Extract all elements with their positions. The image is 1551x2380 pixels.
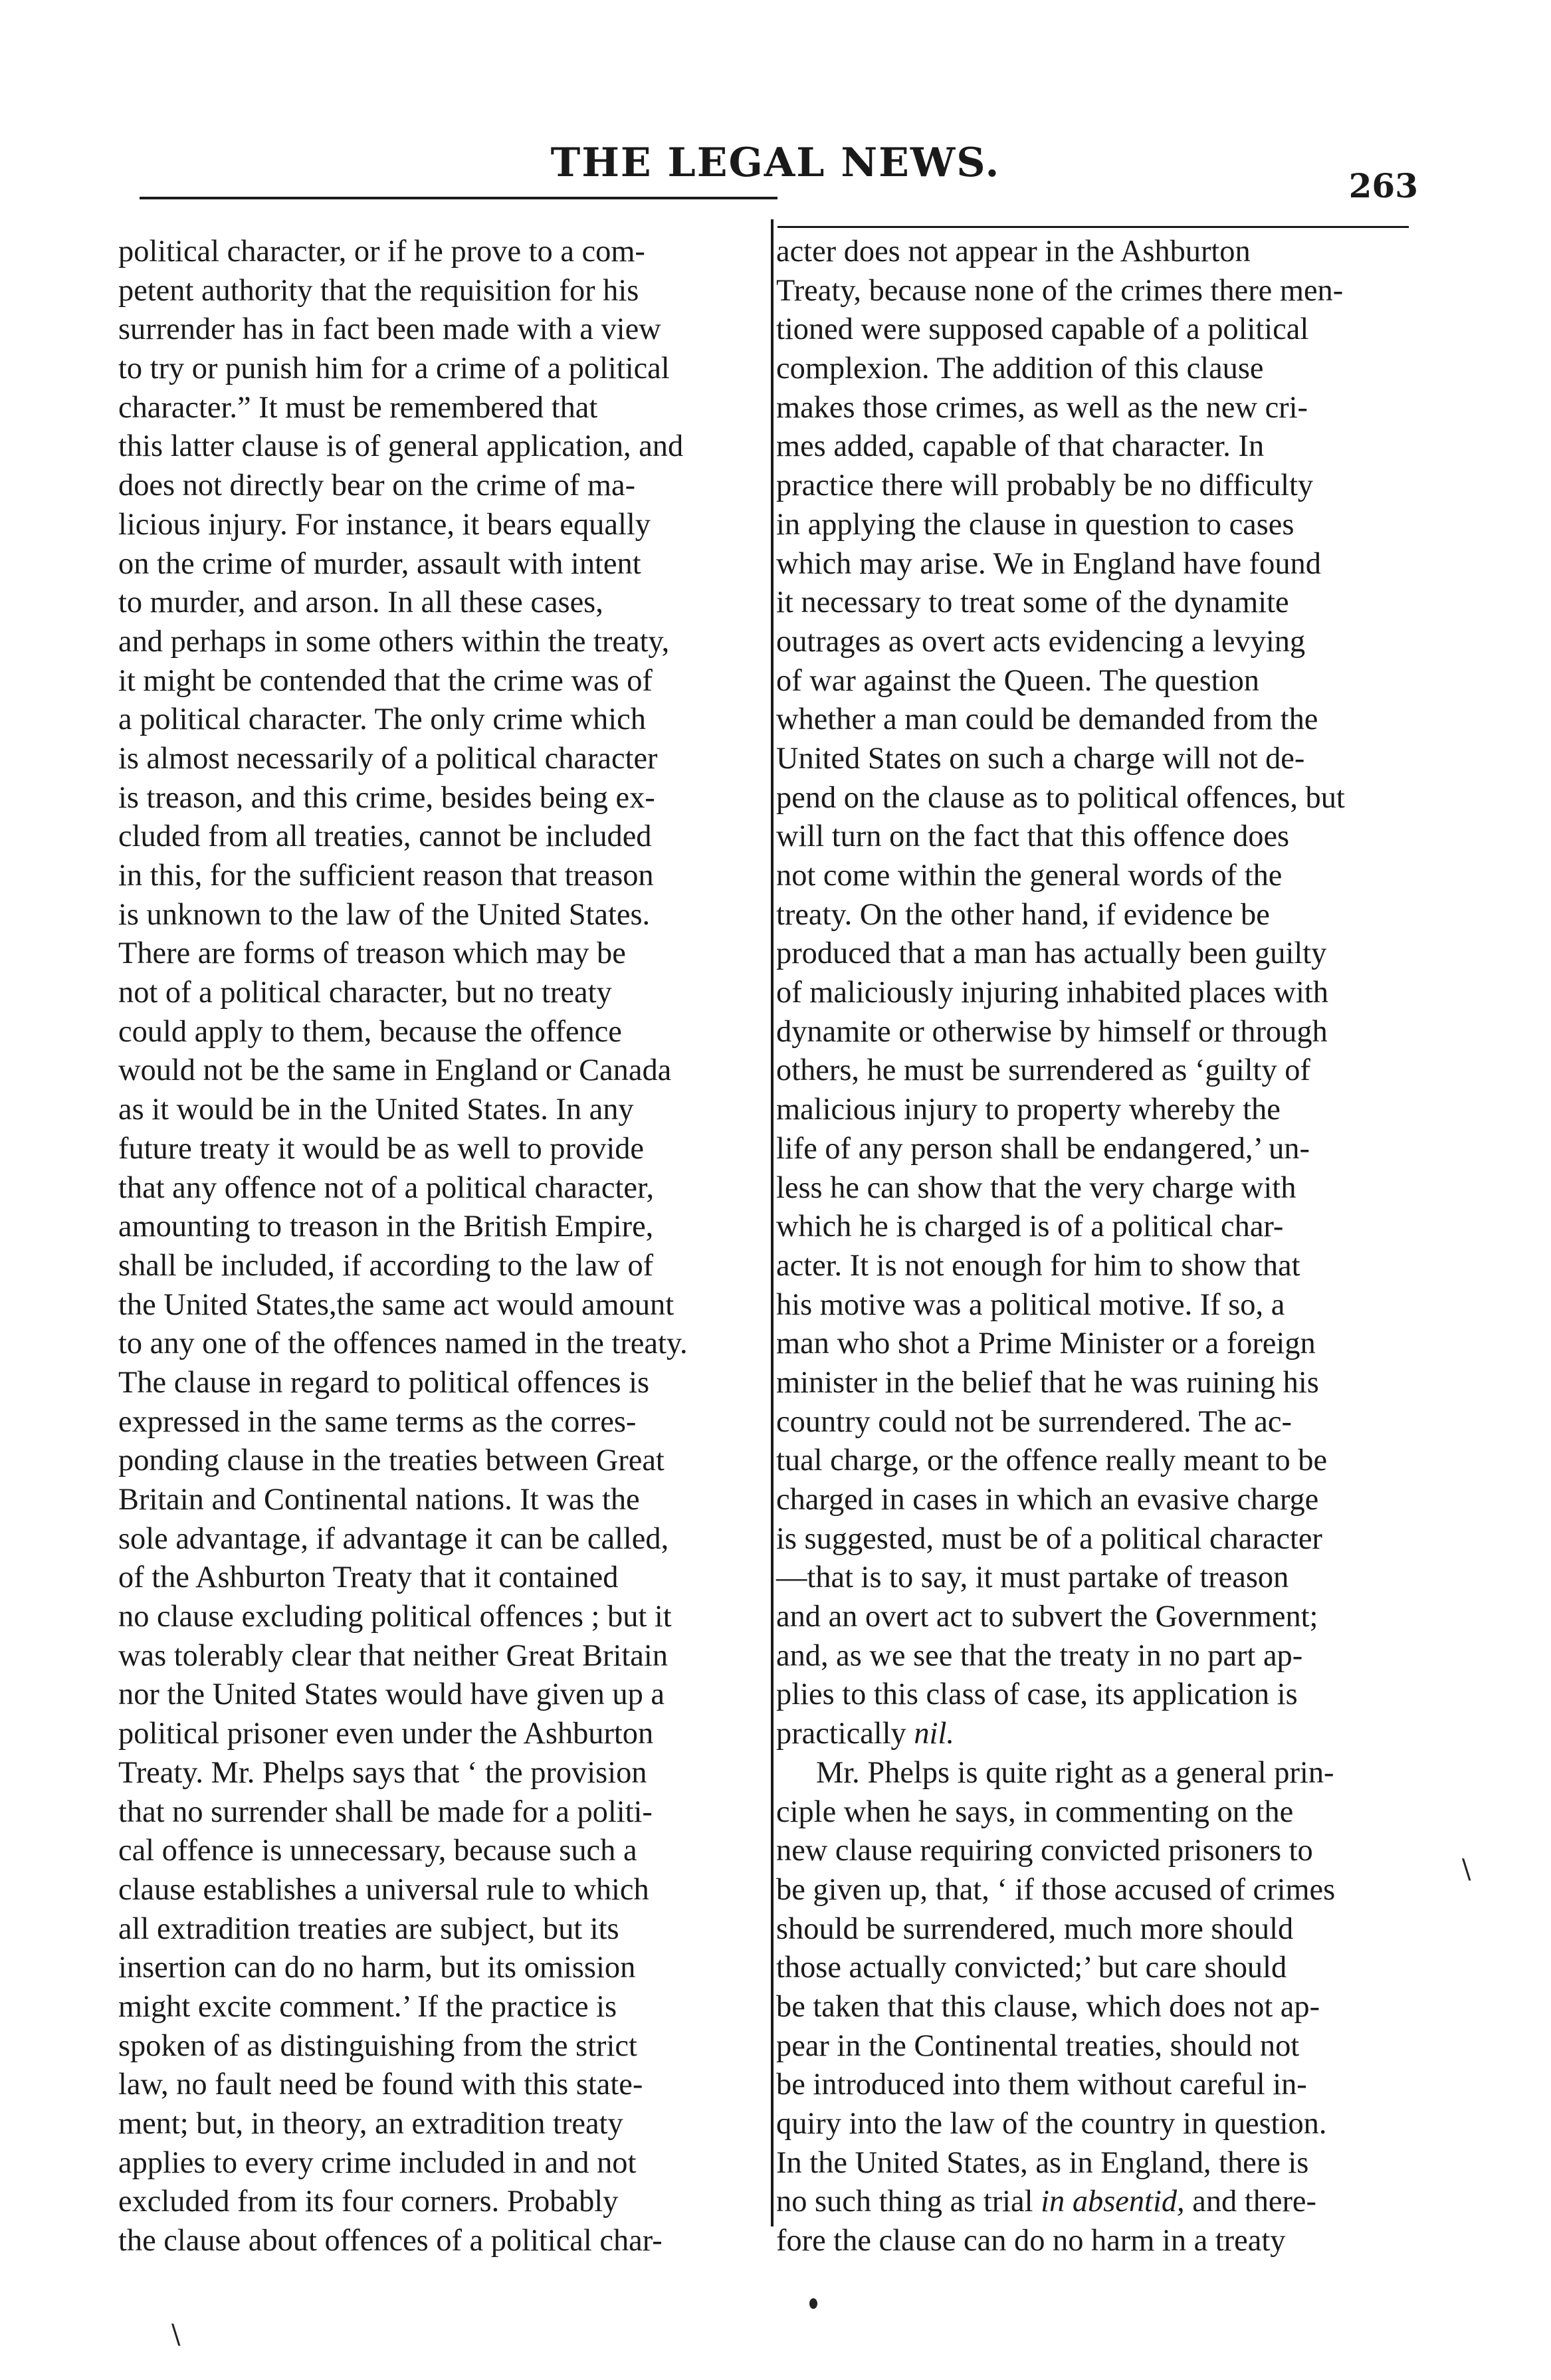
text-line: expressed in the same terms as the corres- bbox=[118, 1404, 637, 1439]
text-line: that any offence not of a political character, bbox=[118, 1170, 655, 1205]
text-line: makes those crimes, as well as the new cri- bbox=[776, 390, 1308, 425]
text-line: the clause about offences of a political char- bbox=[118, 2224, 663, 2258]
text-line: Treaty. Mr. Phelps says that ‘ the provision bbox=[118, 1755, 647, 1790]
text-line: be given up, that, ‘ if those accused of crimes bbox=[776, 1872, 1336, 1907]
text-line: sole advantage, if advantage it can be called, bbox=[118, 1521, 669, 1556]
text-line: mes added, capable of that character. In bbox=[776, 429, 1265, 464]
text-line: it might be contended that the crime was of bbox=[118, 663, 653, 698]
text-line: does not directly bear on the crime of ma- bbox=[118, 469, 636, 503]
text-line: of war against the Queen. The question bbox=[776, 663, 1260, 698]
stray-mark: \ bbox=[1462, 1854, 1471, 1885]
text-line: United States on such a charge will not de- bbox=[776, 741, 1305, 776]
text-line: would not be the same in England or Canada bbox=[118, 1053, 672, 1088]
text-line: man who shot a Prime Minister or a foreign bbox=[776, 1327, 1316, 1361]
text-line: cluded from all treaties, cannot be included bbox=[118, 819, 652, 854]
text-line: ment; but, in theory, an extradition treaty bbox=[118, 2107, 623, 2141]
text-line: be introduced into them without careful in- bbox=[776, 2068, 1307, 2102]
header-rule-right bbox=[777, 226, 1409, 228]
page-number: 263 bbox=[1348, 166, 1418, 205]
text-line: and perhaps in some others within the treaty, bbox=[118, 624, 670, 659]
text-line-end: and there- bbox=[1184, 2185, 1316, 2219]
text-line: insertion can do no harm, but its omission bbox=[118, 1951, 636, 1985]
text-line: those actually convicted;’ but care should bbox=[776, 1951, 1287, 1985]
running-head-title: THE LEGAL NEWS. bbox=[550, 140, 1001, 186]
text-line: will turn on the fact that this offence does bbox=[776, 819, 1290, 854]
text-line-start: practically bbox=[776, 1717, 914, 1751]
text-line: law, no fault need be found with this state- bbox=[118, 2068, 643, 2102]
text-line: is treason, and this crime, besides being ex- bbox=[118, 780, 655, 815]
text-line: practice there will probably be no difficulty bbox=[776, 469, 1314, 503]
text-line: that no surrender shall be made for a politi- bbox=[118, 1794, 653, 1829]
text-line: malicious injury to property whereby the bbox=[776, 1093, 1281, 1127]
text-line: fore the clause can do no harm in a treaty bbox=[776, 2224, 1286, 2258]
text-line: produced that a man has actually been guilty bbox=[776, 936, 1327, 971]
text-line: it necessary to treat some of the dynamite bbox=[776, 586, 1289, 620]
text-line: others, he must be surrendered as ‘guilty of bbox=[776, 1053, 1310, 1088]
text-line: pend on the clause as to political offences, but bbox=[776, 780, 1345, 815]
text-line: should be surrendered, much more should bbox=[776, 1911, 1294, 1946]
header-rule-left bbox=[140, 197, 777, 199]
text-line: pear in the Continental treaties, should not bbox=[776, 2028, 1300, 2063]
text-line: acter does not appear in the Ashburton bbox=[776, 235, 1251, 269]
text-line: new clause requiring convicted prisoners to bbox=[776, 1834, 1313, 1868]
text-line: ciple when he says, in commenting on the bbox=[776, 1794, 1294, 1829]
text-line: In the United States, as in England, there is bbox=[776, 2145, 1309, 2180]
text-line: petent authority that the requisition for his bbox=[118, 273, 639, 308]
text-line: shall be included, if according to the law of bbox=[118, 1248, 654, 1283]
text-line: The clause in regard to political offences is bbox=[118, 1365, 650, 1400]
stray-mark: \ bbox=[171, 2320, 181, 2350]
text-line: complexion. The addition of this clause bbox=[776, 352, 1264, 386]
text-line: Treaty, because none of the crimes there men- bbox=[776, 273, 1344, 308]
text-line: country could not be surrendered. The ac- bbox=[776, 1404, 1292, 1439]
text-line: in this, for the sufficient reason that treason bbox=[118, 859, 654, 893]
text-line: and an overt act to subvert the Government; bbox=[776, 1600, 1318, 1634]
text-line: in applying the clause in question to cases bbox=[776, 507, 1294, 542]
text-line: dynamite or otherwise by himself or through bbox=[776, 1014, 1328, 1049]
text-line: tioned were supposed capable of a political bbox=[776, 312, 1309, 347]
text-line: spoken of as distinguishing from the strict bbox=[118, 2028, 637, 2063]
text-line: could apply to them, because the offence bbox=[118, 1014, 622, 1049]
column-divider bbox=[771, 219, 774, 2226]
text-line: tual charge, or the offence really meant to be bbox=[776, 1444, 1328, 1478]
italic-text: nil. bbox=[914, 1717, 954, 1751]
text-line: licious injury. For instance, it bears equally bbox=[118, 507, 651, 542]
text-line: is suggested, must be of a political character bbox=[776, 1521, 1322, 1556]
text-line: charged in cases in which an evasive charge bbox=[776, 1483, 1319, 1517]
text-line: future treaty it would be as well to provide bbox=[118, 1131, 644, 1166]
text-line: applies to every crime included in and not bbox=[118, 2145, 637, 2180]
right-column bbox=[776, 233, 1345, 2261]
text-line: to any one of the offences named in the treaty. bbox=[118, 1327, 688, 1361]
text-line: his motive was a political motive. If so, a bbox=[776, 1287, 1285, 1322]
text-line: no clause excluding political offences ; but it bbox=[118, 1600, 672, 1634]
text-line: —that is to say, it must partake of treason bbox=[776, 1561, 1289, 1595]
text-line: might excite comment.’ If the practice is bbox=[118, 1989, 617, 2024]
text-line bbox=[776, 2183, 1345, 2222]
text-line: this latter clause is of general application, and bbox=[118, 429, 684, 464]
text-line: is almost necessarily of a political character bbox=[118, 741, 658, 776]
text-line: outrages as overt acts evidencing a levying bbox=[776, 624, 1306, 659]
text-line: Britain and Continental nations. It was the bbox=[118, 1483, 640, 1517]
text-line: nor the United States would have given up a bbox=[118, 1677, 665, 1712]
text-line: whether a man could be demanded from the bbox=[776, 703, 1318, 737]
text-line: and, as we see that the treaty in no part ap- bbox=[776, 1638, 1303, 1673]
text-line: not of a political character, but no treaty bbox=[118, 976, 612, 1010]
text-line: as it would be in the United States. In any bbox=[118, 1093, 634, 1127]
text-line: life of any person shall be endangered,’ un- bbox=[776, 1131, 1310, 1166]
text-line: minister in the belief that he was ruining his bbox=[776, 1365, 1319, 1400]
text-line bbox=[776, 1715, 1345, 1754]
text-line: acter. It is not enough for him to show that bbox=[776, 1248, 1300, 1283]
text-line: surrender has in fact been made with a view bbox=[118, 312, 661, 347]
text-line: character.” It must be remembered that bbox=[118, 390, 598, 425]
text-line: quiry into the law of the country in question. bbox=[776, 2107, 1327, 2141]
text-line-start: no such thing as trial bbox=[776, 2185, 1041, 2219]
text-line: the United States,the same act would amount bbox=[118, 1287, 674, 1322]
text-line: treaty. On the other hand, if evidence be bbox=[776, 897, 1270, 932]
text-line: political prisoner even under the Ashburton bbox=[118, 1717, 654, 1751]
text-line: to try or punish him for a crime of a political bbox=[118, 352, 670, 386]
text-line: which he is charged is of a political char- bbox=[776, 1210, 1284, 1244]
text-line: plies to this class of case, its application is bbox=[776, 1677, 1298, 1712]
text-line: ponding clause in the treaties between Great bbox=[118, 1444, 665, 1478]
text-line: a political character. The only crime which bbox=[118, 703, 646, 737]
left-column bbox=[118, 233, 688, 2261]
text-line: not come within the general words of the bbox=[776, 859, 1283, 893]
text-line: Mr. Phelps is quite right as a general prin- bbox=[816, 1755, 1334, 1790]
text-line: excluded from its four corners. Probably bbox=[118, 2185, 619, 2219]
text-line: There are forms of treason which may be bbox=[118, 936, 626, 971]
text-line: be taken that this clause, which does not ap- bbox=[776, 1989, 1320, 2024]
italic-text: in absentid, bbox=[1041, 2185, 1185, 2219]
text-line: to murder, and arson. In all these cases, bbox=[118, 586, 603, 620]
text-line: amounting to treason in the British Empire, bbox=[118, 1210, 654, 1244]
ink-dot bbox=[809, 2298, 817, 2309]
text-line: which may arise. We in England have found bbox=[776, 546, 1321, 581]
text-line: political character, or if he prove to a com- bbox=[118, 235, 645, 269]
text-line: all extradition treaties are subject, but its bbox=[118, 1911, 619, 1946]
text-line: less he can show that the very charge with bbox=[776, 1170, 1296, 1205]
text-line: was tolerably clear that neither Great Britain bbox=[118, 1638, 668, 1673]
text-line: clause establishes a universal rule to which bbox=[118, 1872, 649, 1907]
text-line: is unknown to the law of the United States. bbox=[118, 897, 651, 932]
text-line: on the crime of murder, assault with intent bbox=[118, 546, 641, 581]
text-line: of maliciously injuring inhabited places with bbox=[776, 976, 1328, 1010]
text-line: cal offence is unnecessary, because such a bbox=[118, 1834, 637, 1868]
text-line: of the Ashburton Treaty that it contained bbox=[118, 1561, 619, 1595]
